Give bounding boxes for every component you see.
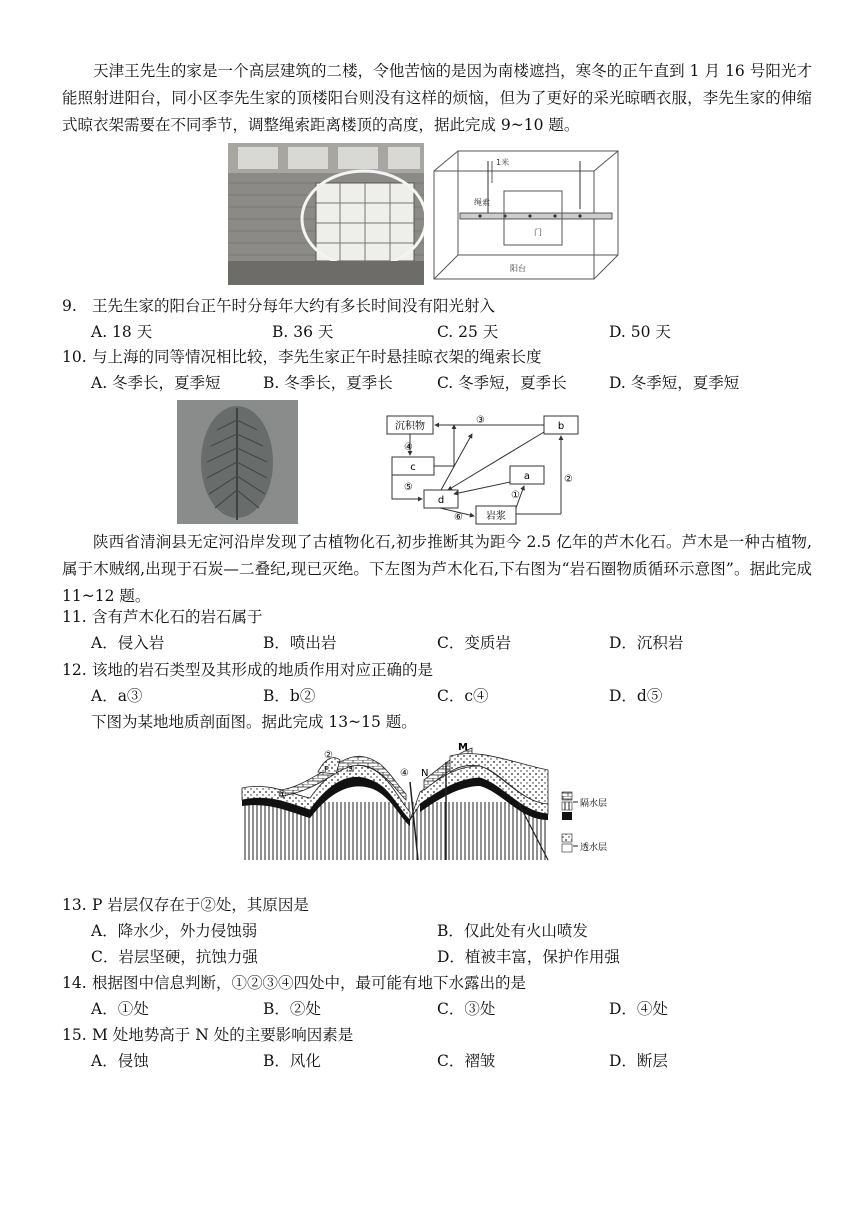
label-P: P — [324, 765, 329, 774]
num-2: ② — [564, 474, 573, 485]
question-number: 13. — [62, 896, 87, 914]
question-9 — [62, 296, 495, 316]
intro-paragraph-11-12: 陕西省清涧县无定河沿岸发现了古植物化石,初步推断其为距今 2.5 亿年的芦木化石。芦木是一种古植物,属于木贼纲,出现于石炭—二叠纪,现已灭绝。下左图为芦木化石,下右图为“岩石圈物质循环示意图”。据此完成 11~12 题。 — [62, 533, 812, 605]
q9-option-d[interactable]: D. 50 天 — [609, 323, 671, 341]
box-sediment: 沉积物 — [395, 421, 425, 432]
q13-option-a[interactable]: A．降水少，外力侵蚀弱 — [91, 922, 258, 940]
q11-option-c[interactable]: C．变质岩 — [437, 634, 511, 652]
q15-option-a[interactable]: A．侵蚀 — [91, 1052, 149, 1070]
q15-option-c[interactable]: C．褶皱 — [437, 1052, 496, 1070]
num-6: ⑥ — [454, 512, 463, 523]
question-15 — [62, 1025, 353, 1045]
rock-cycle-diagram — [384, 410, 584, 526]
q12-option-a[interactable]: A．a③ — [91, 687, 143, 705]
question-10 — [62, 347, 542, 367]
q11-option-b[interactable]: B．喷出岩 — [263, 634, 337, 652]
q11-option-d[interactable]: D．沉积岩 — [609, 634, 684, 652]
q11-option-a[interactable]: A．侵入岩 — [91, 634, 165, 652]
label-N: N — [421, 768, 429, 779]
label-circle-1: ① — [278, 790, 287, 801]
q14-option-b[interactable]: B．②处 — [263, 1000, 321, 1018]
question-stem: 根据图中信息判断，①②③④四处中，最可能有地下水露出的是 — [92, 974, 527, 992]
q13-option-b[interactable]: B．仅此处有火山喷发 — [437, 922, 588, 940]
label-circle-2: ② — [324, 750, 333, 761]
question-11 — [62, 607, 263, 627]
num-4: ④ — [404, 442, 413, 453]
question-stem: 该地的岩石类型及其形成的地质作用对应正确的是 — [92, 661, 434, 679]
q14-option-d[interactable]: D．④处 — [609, 1000, 668, 1018]
box-a: a — [523, 471, 531, 482]
q10-option-d[interactable]: D. 冬季短，夏季短 — [609, 374, 740, 392]
question-number: 15. — [62, 1026, 87, 1044]
intro-paragraph-13-15: 下图为某地地质剖面图。据此完成 13~15 题。 — [91, 713, 417, 731]
legend-aquiclude: 隔水层 — [580, 799, 608, 809]
balcony-rack-diagram — [430, 143, 624, 285]
q9-option-a[interactable]: A. 18 天 — [91, 323, 153, 341]
num-5: ⑤ — [404, 482, 413, 493]
label-M: M — [458, 742, 468, 753]
q13-option-d[interactable]: D．植被丰富，保护作用强 — [437, 948, 620, 966]
question-14 — [62, 973, 526, 993]
box-d: d — [437, 495, 445, 506]
question-13 — [62, 895, 309, 915]
fossil-photo — [177, 400, 298, 524]
question-stem: M 处地势高于 N 处的主要影响因素是 — [92, 1026, 354, 1044]
q14-option-c[interactable]: C．③处 — [437, 1000, 496, 1018]
q14-option-a[interactable]: A．①处 — [91, 1000, 149, 1018]
box-c: c — [410, 462, 416, 473]
question-stem: 王先生家的阳台正午时分每年大约有多长时间没有阳光射入 — [92, 297, 496, 315]
question-stem: 与上海的同等情况相比较，李先生家正午时悬挂晾衣架的绳索长度 — [92, 348, 542, 366]
geological-cross-section — [240, 742, 630, 862]
q9-option-b[interactable]: B. 36 天 — [272, 323, 334, 341]
building-photo — [228, 143, 424, 285]
label-rope: 绳索 — [474, 198, 490, 207]
q12-option-c[interactable]: C．c④ — [437, 687, 489, 705]
label-1m: 1米 — [496, 158, 510, 167]
num-3: ③ — [476, 415, 485, 426]
label-circle-3: ③ — [346, 764, 355, 775]
q12-option-b[interactable]: B．b② — [263, 687, 316, 705]
q10-option-a[interactable]: A. 冬季长，夏季短 — [91, 374, 221, 392]
q10-option-b[interactable]: B. 冬季长，夏季长 — [263, 374, 393, 392]
question-number: 12. — [62, 661, 87, 679]
label-circle-4: ④ — [400, 768, 409, 779]
question-12 — [62, 660, 433, 680]
question-number: 14. — [62, 974, 87, 992]
question-number: 11. — [62, 608, 87, 626]
box-b: b — [557, 421, 565, 432]
q15-option-b[interactable]: B．风化 — [263, 1052, 321, 1070]
box-magma: 岩浆 — [486, 511, 506, 522]
q13-option-c[interactable]: C．岩层坚硬，抗蚀力强 — [91, 948, 258, 966]
question-stem: 含有芦木化石的岩石属于 — [92, 608, 263, 626]
question-number: 9. — [62, 297, 77, 315]
q12-option-d[interactable]: D．d⑤ — [609, 687, 663, 705]
label-balcony: 阳台 — [510, 264, 526, 273]
num-1: ① — [511, 490, 520, 501]
legend-aquifer: 透水层 — [580, 843, 608, 853]
intro-paragraph-9-10: 天津王先生的家是一个高层建筑的二楼，令他苦恼的是因为南楼遮挡，寒冬的正午直到 1 月 16 号阳光才能照射进阳台，同小区李先生家的顶楼阳台则没有这样的烦恼，但为了更好的采光晾晒衣服，李先生家的伸缩式晾衣架需要在不同季节，调整绳索距离楼顶的高度，据此完成 9~10 题。 — [62, 62, 812, 134]
q10-option-c[interactable]: C. 冬季短，夏季长 — [437, 374, 567, 392]
question-number: 10. — [62, 348, 87, 366]
label-door: 门 — [534, 228, 542, 237]
question-stem: P 岩层仅存在于②处，其原因是 — [92, 896, 309, 914]
q15-option-d[interactable]: D．断层 — [609, 1052, 668, 1070]
q9-option-c[interactable]: C. 25 天 — [437, 323, 499, 341]
legend — [562, 792, 607, 853]
